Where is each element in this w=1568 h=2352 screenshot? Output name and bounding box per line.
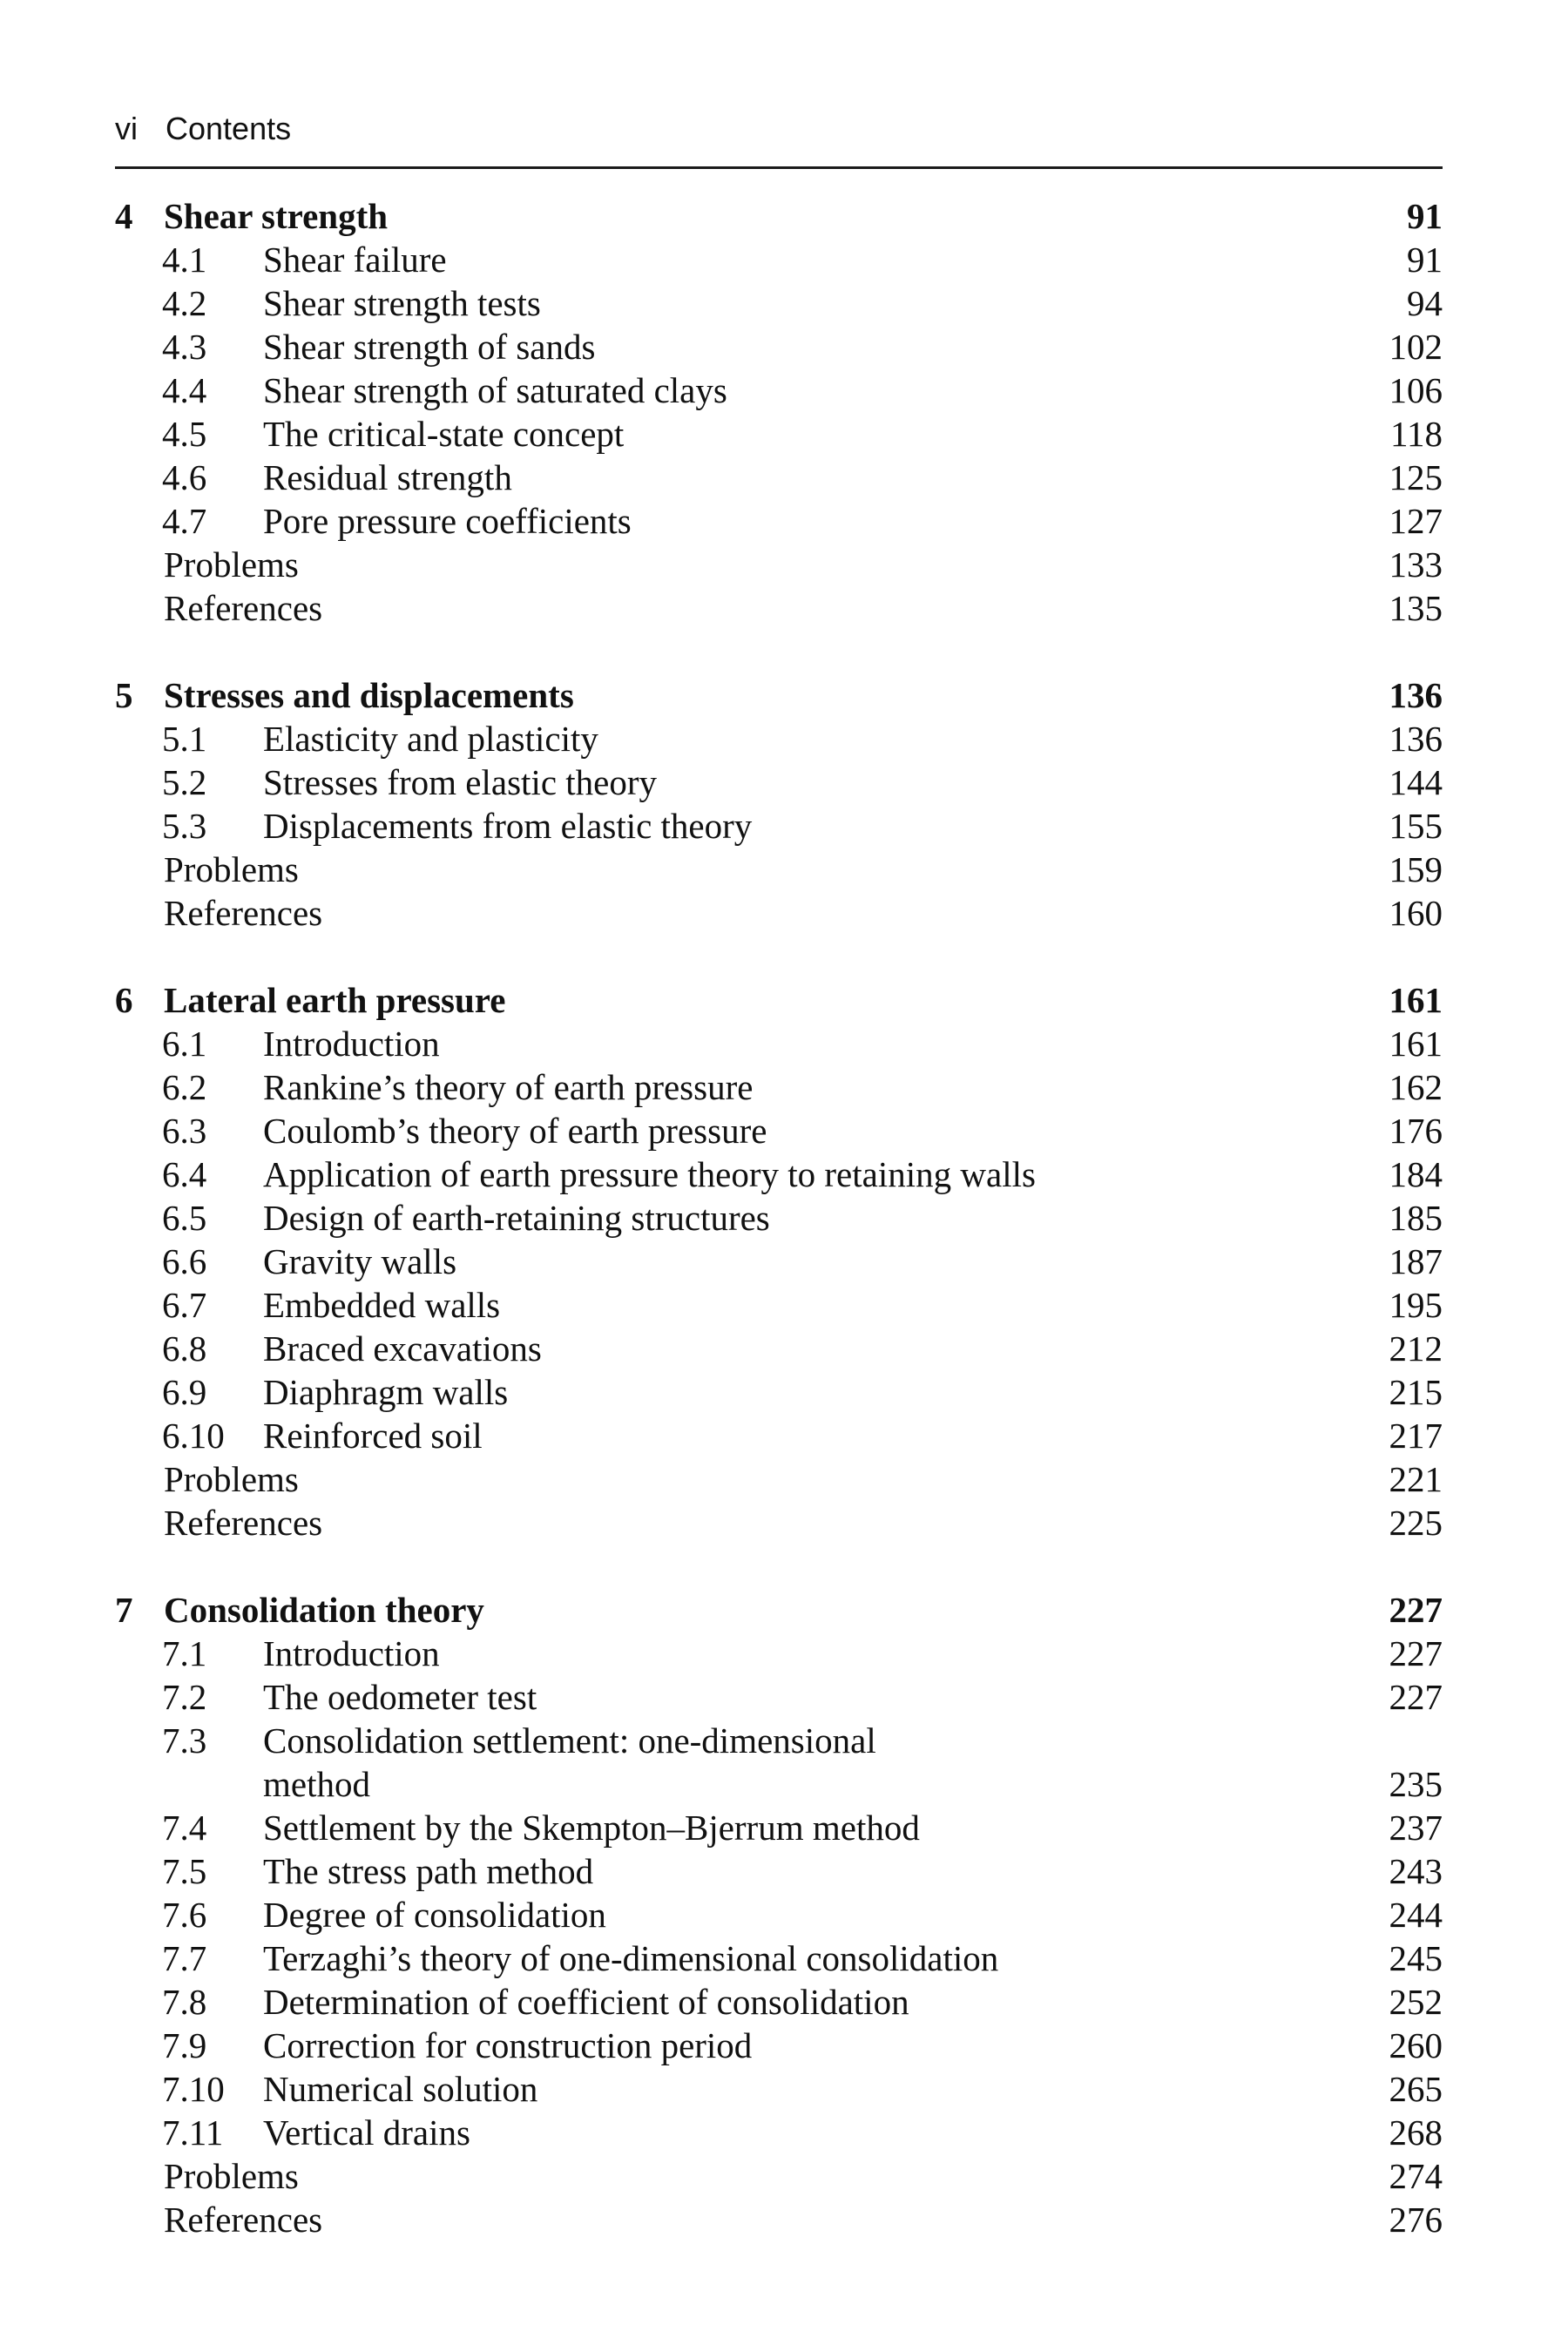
section-number: 6.1 — [162, 1024, 207, 1064]
problems-page: 133 — [1389, 544, 1443, 585]
section-page: 243 — [1389, 1851, 1443, 1891]
chapter-5 — [115, 673, 1443, 935]
references-title: References — [164, 1503, 323, 1543]
chapter-heading[interactable] — [115, 1588, 1443, 1632]
section-number: 4.1 — [162, 240, 207, 280]
section-page: 162 — [1389, 1067, 1443, 1107]
section-number: 7.7 — [162, 1938, 207, 1978]
section-title: Displacements from elastic theory — [263, 806, 753, 846]
toc-entry[interactable] — [115, 281, 1443, 325]
chapter-6 — [115, 978, 1443, 1544]
section-title: Design of earth-retaining structures — [263, 1198, 770, 1238]
section-title: Terzaghi’s theory of one-dimensional consolidation — [263, 1938, 999, 1978]
toc-entry-problems[interactable] — [115, 1457, 1443, 1501]
chapter-number: 7 — [115, 1590, 133, 1630]
references-page: 160 — [1389, 893, 1443, 933]
references-title: References — [164, 588, 323, 628]
toc-entry-problems[interactable] — [115, 2154, 1443, 2198]
toc-entry[interactable] — [115, 717, 1443, 760]
toc-entry[interactable] — [115, 1109, 1443, 1152]
toc-entry[interactable] — [115, 456, 1443, 499]
toc-entry[interactable] — [115, 1936, 1443, 1980]
section-page: 136 — [1389, 719, 1443, 759]
section-title: Braced excavations — [263, 1328, 542, 1369]
toc-entry[interactable] — [115, 1849, 1443, 1893]
section-number: 7.5 — [162, 1851, 207, 1891]
section-number: 4.4 — [162, 370, 207, 410]
section-page: 252 — [1389, 1982, 1443, 2022]
problems-page: 274 — [1389, 2156, 1443, 2196]
section-title: Correction for construction period — [263, 2025, 753, 2065]
section-title: Residual strength — [263, 457, 512, 497]
toc-entry[interactable] — [115, 1893, 1443, 1936]
toc-entry[interactable] — [115, 1196, 1443, 1240]
section-page: 237 — [1389, 1808, 1443, 1848]
running-title: Contents — [166, 111, 292, 146]
section-page: 102 — [1389, 327, 1443, 367]
chapter-heading[interactable] — [115, 673, 1443, 717]
section-page: 244 — [1389, 1895, 1443, 1935]
chapter-7 — [115, 1588, 1443, 2241]
section-number: 7.9 — [162, 2025, 207, 2065]
section-title: Introduction — [263, 1633, 440, 1673]
section-title-continued: method — [263, 1764, 370, 1804]
section-title: The oedometer test — [263, 1677, 537, 1717]
section-page: 265 — [1389, 2069, 1443, 2109]
chapter-number: 5 — [115, 675, 133, 715]
section-number: 4.7 — [162, 501, 207, 541]
chapter-page: 91 — [1407, 196, 1443, 236]
section-title: Gravity walls — [263, 1241, 457, 1281]
chapter-title: Shear strength — [164, 196, 389, 236]
toc-entry[interactable] — [115, 1414, 1443, 1457]
section-page: 94 — [1407, 283, 1443, 323]
chapter-number: 4 — [115, 196, 133, 236]
section-number: 7.1 — [162, 1633, 207, 1673]
section-page: 184 — [1389, 1154, 1443, 1194]
toc-entry[interactable] — [115, 412, 1443, 456]
section-title: Diaphragm walls — [263, 1372, 509, 1412]
section-number: 7.11 — [162, 2112, 224, 2153]
references-title: References — [164, 2200, 323, 2240]
section-page: 227 — [1389, 1633, 1443, 1673]
toc-entry[interactable] — [115, 238, 1443, 281]
toc-entry-references[interactable] — [115, 891, 1443, 935]
section-number: 6.4 — [162, 1154, 207, 1194]
toc-entry-continued[interactable] — [115, 1762, 1443, 1806]
toc-entry[interactable] — [115, 499, 1443, 543]
section-number: 6.7 — [162, 1285, 207, 1325]
chapter-heading[interactable] — [115, 194, 1443, 238]
section-title: Numerical solution — [263, 2069, 538, 2109]
section-page: 187 — [1389, 1241, 1443, 1281]
section-page: 212 — [1389, 1328, 1443, 1369]
section-title: Application of earth pressure theory to retaining walls — [263, 1154, 1036, 1194]
section-number: 7.4 — [162, 1808, 207, 1848]
section-title: Elasticity and plasticity — [263, 719, 598, 759]
toc-entry-problems[interactable] — [115, 543, 1443, 586]
toc-entry-references[interactable] — [115, 2198, 1443, 2241]
problems-title: Problems — [164, 2156, 299, 2196]
section-page: 144 — [1389, 762, 1443, 802]
toc-entry[interactable] — [115, 325, 1443, 368]
toc-entry[interactable] — [115, 1283, 1443, 1327]
toc-entry[interactable] — [115, 1327, 1443, 1370]
section-page: 215 — [1389, 1372, 1443, 1412]
section-title: The critical-state concept — [263, 414, 625, 454]
toc-entry[interactable] — [115, 2024, 1443, 2067]
toc-entry[interactable] — [115, 2111, 1443, 2154]
page-folio: vi — [115, 111, 138, 146]
section-page: 91 — [1407, 240, 1443, 280]
references-page: 135 — [1389, 588, 1443, 628]
section-page: 185 — [1389, 1198, 1443, 1238]
section-title: Stresses from elastic theory — [263, 762, 658, 802]
section-title: Rankine’s theory of earth pressure — [263, 1067, 754, 1107]
section-title: Reinforced soil — [263, 1416, 483, 1456]
section-page: 260 — [1389, 2025, 1443, 2065]
section-number: 4.5 — [162, 414, 207, 454]
section-number: 4.6 — [162, 457, 207, 497]
section-title: Vertical drains — [263, 2112, 470, 2153]
toc-entry[interactable] — [115, 1632, 1443, 1675]
chapter-title: Consolidation theory — [164, 1590, 484, 1630]
section-number: 7.6 — [162, 1895, 207, 1935]
section-number: 6.5 — [162, 1198, 207, 1238]
chapter-title: Lateral earth pressure — [164, 980, 506, 1020]
toc-entry-references[interactable] — [115, 586, 1443, 630]
section-page: 245 — [1389, 1938, 1443, 1978]
section-title: Consolidation settlement: one-dimensional — [263, 1720, 876, 1761]
section-number: 5.1 — [162, 719, 207, 759]
problems-page: 221 — [1389, 1459, 1443, 1499]
toc-entry[interactable] — [115, 804, 1443, 848]
section-title: Introduction — [263, 1024, 440, 1064]
section-title: Pore pressure coefficients — [263, 501, 632, 541]
section-number: 7.10 — [162, 2069, 225, 2109]
section-number: 6.10 — [162, 1416, 225, 1456]
references-page: 225 — [1389, 1503, 1443, 1543]
section-number: 4.3 — [162, 327, 207, 367]
section-page: 127 — [1389, 501, 1443, 541]
toc-entry[interactable] — [115, 1152, 1443, 1196]
section-number: 6.6 — [162, 1241, 207, 1281]
page-header — [115, 108, 1443, 169]
section-number: 7.2 — [162, 1677, 207, 1717]
section-title: Shear strength of sands — [263, 327, 596, 367]
toc-entry[interactable] — [115, 1980, 1443, 2024]
chapter-page: 227 — [1389, 1590, 1443, 1630]
toc-entry[interactable] — [115, 1240, 1443, 1283]
section-page: 195 — [1389, 1285, 1443, 1325]
toc-entry[interactable] — [115, 760, 1443, 804]
section-number: 6.3 — [162, 1111, 207, 1151]
section-title: Embedded walls — [263, 1285, 501, 1325]
section-page: 227 — [1389, 1677, 1443, 1717]
section-page: 176 — [1389, 1111, 1443, 1151]
problems-title: Problems — [164, 849, 299, 889]
section-title: Degree of consolidation — [263, 1895, 606, 1935]
section-title: Shear failure — [263, 240, 447, 280]
chapter-page: 161 — [1389, 980, 1443, 1020]
section-page: 118 — [1390, 414, 1443, 454]
section-page: 161 — [1389, 1024, 1443, 1064]
section-page: 235 — [1389, 1764, 1443, 1804]
section-page: 125 — [1389, 457, 1443, 497]
section-title: Shear strength tests — [263, 283, 541, 323]
toc-entry[interactable] — [115, 1065, 1443, 1109]
toc-entry-references[interactable] — [115, 1501, 1443, 1544]
toc-entry[interactable] — [115, 1022, 1443, 1065]
toc-entry[interactable] — [115, 1675, 1443, 1719]
section-number: 6.9 — [162, 1372, 207, 1412]
toc-entry-problems[interactable] — [115, 848, 1443, 891]
section-number: 5.3 — [162, 806, 207, 846]
chapter-heading[interactable] — [115, 978, 1443, 1022]
chapter-4 — [115, 194, 1443, 630]
section-number: 4.2 — [162, 283, 207, 323]
toc-entry[interactable] — [115, 1370, 1443, 1414]
table-of-contents — [115, 194, 1443, 2285]
section-number: 7.8 — [162, 1982, 207, 2022]
section-title: Coulomb’s theory of earth pressure — [263, 1111, 767, 1151]
toc-entry[interactable] — [115, 368, 1443, 412]
section-page: 268 — [1389, 2112, 1443, 2153]
section-page: 217 — [1389, 1416, 1443, 1456]
chapter-number: 6 — [115, 980, 133, 1020]
section-page: 106 — [1389, 370, 1443, 410]
section-title: Settlement by the Skempton–Bjerrum method — [263, 1808, 920, 1848]
section-page: 155 — [1389, 806, 1443, 846]
toc-entry[interactable] — [115, 2067, 1443, 2111]
section-title: Shear strength of saturated clays — [263, 370, 727, 410]
section-number: 7.3 — [162, 1720, 207, 1761]
chapter-title: Stresses and displacements — [164, 675, 574, 715]
problems-title: Problems — [164, 1459, 299, 1499]
section-number: 6.2 — [162, 1067, 207, 1107]
references-title: References — [164, 893, 323, 933]
section-number: 6.8 — [162, 1328, 207, 1369]
section-number: 5.2 — [162, 762, 207, 802]
section-title: The stress path method — [263, 1851, 594, 1891]
references-page: 276 — [1389, 2200, 1443, 2240]
chapter-page: 136 — [1389, 675, 1443, 715]
toc-entry[interactable] — [115, 1719, 1443, 1762]
problems-page: 159 — [1389, 849, 1443, 889]
toc-entry[interactable] — [115, 1806, 1443, 1849]
problems-title: Problems — [164, 544, 299, 585]
section-title: Determination of coefficient of consolidation — [263, 1982, 909, 2022]
